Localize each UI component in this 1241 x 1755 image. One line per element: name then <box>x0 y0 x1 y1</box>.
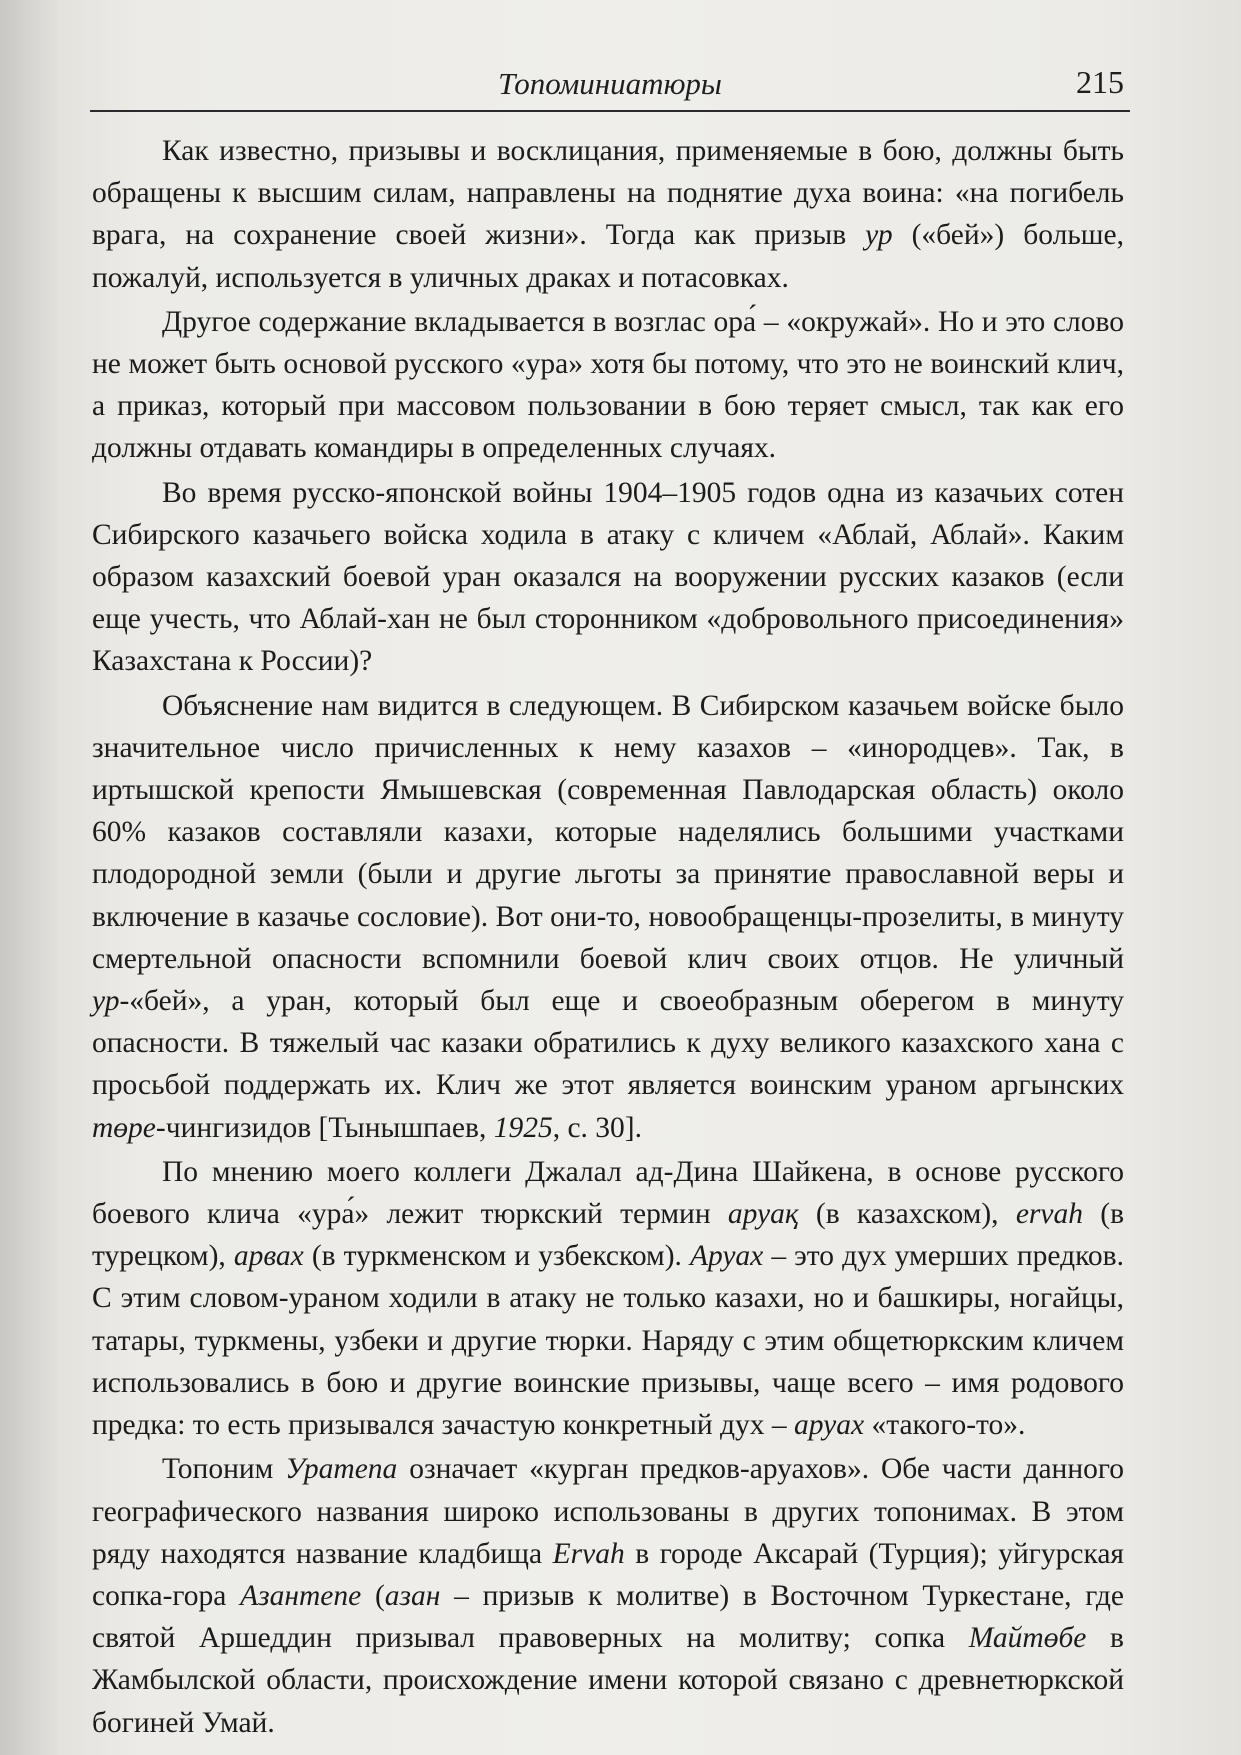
text-run: означает «курган предков-аруахов». Обе части данного географического названия широко использованы в других топонимах. В этом ряду находятся название кладбища <box>92 1453 1124 1570</box>
italic-term: Ervah <box>552 1537 625 1570</box>
paragraph <box>92 472 1124 683</box>
italic-term: Аруах <box>689 1240 764 1273</box>
text-run: -чингизидов [Тынышпаев, <box>155 1111 494 1144</box>
text-run: ( <box>361 1579 385 1612</box>
italic-term: ур <box>92 985 120 1018</box>
text-run: («бей») больше, пожалуй, используется в уличных драках и потасовках. <box>92 219 1124 294</box>
paragraph <box>92 1448 1124 1743</box>
text-run: Во время русско-японской войны 1904–1905 годов одна из казачьих сотен Сибирского казачьего войска ходила в атаку с кличем «Аблай, Аблай». Каким образом казахский боевой уран оказался на вооружении русских казаков (если еще учесть, что Аблай-хан не был сторонником «добровольного присоединения» Казахстана к России)? <box>92 476 1124 678</box>
text-run: (в казахском), <box>798 1198 1016 1231</box>
italic-term: Азантепе <box>240 1579 362 1612</box>
body-text <box>92 130 1124 1746</box>
page-number: 215 <box>1076 64 1124 100</box>
text-run: – призыв к молитве) в Восточном Туркестане, где святой Аршеддин призывал правоверных на молитву; сопка <box>92 1579 1124 1655</box>
italic-term: азан <box>384 1579 441 1612</box>
text-run: По мнению моего коллеги Джалал ад-Дина Шайкена, в основе русского боевого клича «ура́» лежит тюркский термин <box>92 1155 1124 1231</box>
paragraph <box>92 301 1124 470</box>
italic-term: ур <box>865 219 893 252</box>
italic-term: Майтөбе <box>968 1622 1087 1655</box>
italic-term: 1925 <box>493 1111 553 1144</box>
paragraph <box>92 1151 1124 1446</box>
paragraph <box>92 685 1124 1149</box>
text-run: -«бей», а уран, который был еще и своеобразным оберегом в минуту опасности. В тяжелый час казаки обратились к духу великого казахского хана с просьбой поддержать их. Клич же этот является воинским ураном аргынских <box>92 985 1124 1102</box>
italic-term: арвах <box>233 1240 304 1273</box>
italic-term: төре <box>92 1111 156 1144</box>
italic-term: аруах <box>794 1409 865 1442</box>
text-run: – это дух умерших предков. С этим словом-ураном ходили в атаку не только казахи, но и башкиры, ногайцы, татары, туркмены, узбеки и другие тюрки. Наряду с этим общетюркским кличем использовались в бою и другие воинские призывы, чаще всего – имя родового предка: то есть призывался зачастую конкретный дух – <box>92 1240 1124 1442</box>
running-header <box>90 62 1130 112</box>
text-run: Как известно, призывы и восклицания, применяемые в бою, должны быть обращены к высшим силам, направлены на поднятие духа воина: «на погибель врага, на сохранение своей жизни». Тогда как призыв <box>92 135 1124 252</box>
text-run: (в турецком), <box>92 1198 1124 1273</box>
text-run: Другое содержание вкладывается в возглас ора́ – «окружай». Но и это слово не может быть основой русского «ура» хотя бы потому, что это не воинский клич, а приказ, который при массовом пользовании в бою теряет смысл, так как его должны отдавать командиры в определенных случаях. <box>92 305 1124 465</box>
running-title: Топоминиатюры <box>498 66 722 101</box>
text-run: «такого-то». <box>864 1409 1026 1442</box>
text-run: Объяснение нам видится в следующем. В Сибирском казачьем войске было значительное число причисленных к нему казахов – «инородцев». Так, в иртышской крепости Ямышевская (современная Павлодарская область) около 60% казаков составляли казахи, которые наделялись большими участками плодородной земли (были и другие льготы за принятие православной веры и включение в казачье сословие). Вот они-то, новообращенцы-прозелиты, в минуту смертельной опасности вспомнили боевой клич своих отцов. Не уличный <box>92 689 1124 975</box>
text-run: , с. 30]. <box>552 1111 642 1144</box>
text-run: Топоним <box>162 1453 286 1486</box>
text-run: в Жамбылской области, происхождение имени которой связано с древнетюркской богиней Умай. <box>92 1622 1124 1739</box>
paragraph <box>92 130 1124 299</box>
italic-term: аруақ <box>727 1198 799 1231</box>
text-run: в городе Аксарай (Турция); уйгурская сопка-гора <box>92 1537 1124 1612</box>
italic-term: ervah <box>1015 1198 1083 1231</box>
italic-term: Уратепа <box>285 1453 398 1486</box>
text-run: (в туркменском и узбекском). <box>303 1240 690 1273</box>
